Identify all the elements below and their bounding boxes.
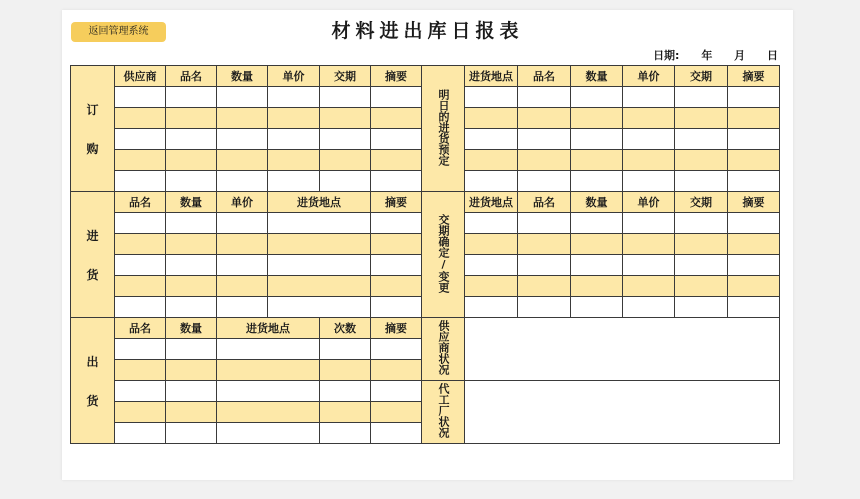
data-cell[interactable] <box>571 255 623 276</box>
data-cell[interactable] <box>465 255 518 276</box>
data-cell[interactable] <box>571 87 623 108</box>
data-cell[interactable] <box>268 297 371 318</box>
data-cell[interactable] <box>320 381 371 402</box>
label-delivery-change <box>422 192 465 318</box>
vertical-label: 供应商状况 <box>437 320 451 375</box>
data-cell[interactable] <box>571 234 623 255</box>
data-cell[interactable] <box>623 150 675 171</box>
column-header: 进货地点 <box>217 318 320 339</box>
data-cell[interactable] <box>268 255 371 276</box>
data-cell[interactable] <box>728 171 780 192</box>
data-cell[interactable] <box>675 171 728 192</box>
data-cell[interactable] <box>217 339 320 360</box>
data-cell[interactable] <box>115 276 166 297</box>
side-label-char: 货 <box>86 393 99 408</box>
data-cell[interactable] <box>320 108 371 129</box>
data-cell[interactable] <box>115 234 166 255</box>
data-cell[interactable] <box>371 276 422 297</box>
column-header: 次数 <box>320 318 371 339</box>
vertical-label: 代工厂状况 <box>437 383 451 438</box>
data-cell[interactable] <box>115 339 166 360</box>
data-cell[interactable] <box>115 423 166 444</box>
data-cell[interactable] <box>217 423 320 444</box>
column-header: 品名 <box>518 66 571 87</box>
side-label-char: 购 <box>86 141 99 156</box>
data-cell[interactable] <box>728 108 780 129</box>
data-cell[interactable] <box>728 297 780 318</box>
data-cell[interactable] <box>728 150 780 171</box>
factory-status-area[interactable] <box>465 381 780 444</box>
data-cell[interactable] <box>166 234 217 255</box>
data-cell[interactable] <box>623 87 675 108</box>
data-cell[interactable] <box>371 129 422 150</box>
data-cell[interactable] <box>623 213 675 234</box>
data-cell[interactable] <box>465 213 518 234</box>
section-label-order <box>71 66 115 192</box>
column-header: 数量 <box>166 192 217 213</box>
data-cell[interactable] <box>217 297 268 318</box>
side-label-char: 货 <box>86 267 99 282</box>
data-cell[interactable] <box>217 402 320 423</box>
data-cell[interactable] <box>217 108 268 129</box>
date-month: 月 <box>734 49 746 62</box>
section-label-outgoing <box>71 318 115 444</box>
data-cell[interactable] <box>217 150 268 171</box>
back-to-system-button[interactable]: 返回管理系统 <box>71 22 166 42</box>
data-cell[interactable] <box>217 381 320 402</box>
column-header: 数量 <box>217 66 268 87</box>
data-cell[interactable] <box>571 297 623 318</box>
data-cell[interactable] <box>675 255 728 276</box>
data-cell[interactable] <box>166 402 217 423</box>
column-header: 单价 <box>217 192 268 213</box>
data-cell[interactable] <box>465 234 518 255</box>
data-cell[interactable] <box>217 255 268 276</box>
report-table <box>70 65 780 444</box>
column-header: 品名 <box>115 318 166 339</box>
label-factory-status <box>422 381 465 444</box>
data-cell[interactable] <box>675 213 728 234</box>
table-row <box>71 381 780 402</box>
data-cell[interactable] <box>728 276 780 297</box>
data-cell[interactable] <box>268 171 320 192</box>
section-label-incoming <box>71 192 115 318</box>
data-cell[interactable] <box>518 255 571 276</box>
data-cell[interactable] <box>371 381 422 402</box>
data-cell[interactable] <box>371 213 422 234</box>
data-cell[interactable] <box>371 171 422 192</box>
data-cell[interactable] <box>166 297 217 318</box>
data-cell[interactable] <box>217 276 268 297</box>
side-label-char: 进 <box>86 228 99 243</box>
column-header: 交期 <box>675 192 728 213</box>
data-cell[interactable] <box>268 150 320 171</box>
data-cell[interactable] <box>623 234 675 255</box>
date-label: 日期: <box>653 49 680 62</box>
data-cell[interactable] <box>518 234 571 255</box>
data-cell[interactable] <box>166 213 217 234</box>
data-cell[interactable] <box>371 339 422 360</box>
data-cell[interactable] <box>623 108 675 129</box>
column-header: 数量 <box>166 318 217 339</box>
column-header: 品名 <box>166 66 217 87</box>
data-cell[interactable] <box>675 87 728 108</box>
column-header: 进货地点 <box>465 192 518 213</box>
label-tomorrow-incoming <box>422 66 465 192</box>
data-cell[interactable] <box>371 423 422 444</box>
data-cell[interactable] <box>166 360 217 381</box>
data-cell[interactable] <box>675 234 728 255</box>
data-cell[interactable] <box>465 171 518 192</box>
data-cell[interactable] <box>166 423 217 444</box>
data-cell[interactable] <box>166 150 217 171</box>
data-cell[interactable] <box>115 108 166 129</box>
data-cell[interactable] <box>571 171 623 192</box>
data-cell[interactable] <box>518 108 571 129</box>
data-cell[interactable] <box>166 129 217 150</box>
date-line <box>639 47 778 63</box>
supplier-status-area[interactable] <box>465 318 780 381</box>
data-cell[interactable] <box>571 108 623 129</box>
data-cell[interactable] <box>518 150 571 171</box>
data-cell[interactable] <box>115 402 166 423</box>
data-cell[interactable] <box>371 360 422 381</box>
vertical-label: 交期确定/变更 <box>437 213 451 293</box>
data-cell[interactable] <box>675 297 728 318</box>
column-header: 数量 <box>571 66 623 87</box>
column-header: 单价 <box>268 66 320 87</box>
data-cell[interactable] <box>320 360 371 381</box>
data-cell[interactable] <box>217 234 268 255</box>
data-cell[interactable] <box>268 87 320 108</box>
data-cell[interactable] <box>217 213 268 234</box>
data-cell[interactable] <box>115 87 166 108</box>
data-cell[interactable] <box>623 297 675 318</box>
data-cell[interactable] <box>115 297 166 318</box>
data-cell[interactable] <box>465 129 518 150</box>
data-cell[interactable] <box>623 276 675 297</box>
column-header: 交期 <box>675 66 728 87</box>
data-cell[interactable] <box>371 402 422 423</box>
data-cell[interactable] <box>571 150 623 171</box>
data-cell[interactable] <box>320 150 371 171</box>
column-header: 单价 <box>623 192 675 213</box>
data-cell[interactable] <box>465 150 518 171</box>
data-cell[interactable] <box>623 129 675 150</box>
column-header: 品名 <box>518 192 571 213</box>
data-cell[interactable] <box>268 234 371 255</box>
column-header: 进货地点 <box>465 66 518 87</box>
data-cell[interactable] <box>320 402 371 423</box>
data-cell[interactable] <box>320 129 371 150</box>
data-cell[interactable] <box>166 339 217 360</box>
data-cell[interactable] <box>320 87 371 108</box>
data-cell[interactable] <box>320 339 371 360</box>
column-header: 交期 <box>320 66 371 87</box>
data-cell[interactable] <box>217 171 268 192</box>
data-cell[interactable] <box>320 423 371 444</box>
data-cell[interactable] <box>320 171 371 192</box>
data-cell[interactable] <box>166 108 217 129</box>
data-cell[interactable] <box>371 255 422 276</box>
data-cell[interactable] <box>115 171 166 192</box>
data-cell[interactable] <box>217 360 320 381</box>
column-header: 摘要 <box>371 318 422 339</box>
page-title: 材料进出库日报表 <box>331 20 524 42</box>
data-cell[interactable] <box>371 150 422 171</box>
date-day: 日 <box>767 49 778 62</box>
column-header: 摘要 <box>371 192 422 213</box>
column-header: 品名 <box>115 192 166 213</box>
data-cell[interactable] <box>675 108 728 129</box>
table-row <box>71 192 780 213</box>
data-cell[interactable] <box>571 129 623 150</box>
data-cell[interactable] <box>518 297 571 318</box>
data-cell[interactable] <box>166 276 217 297</box>
side-label-char: 出 <box>86 354 99 369</box>
data-cell[interactable] <box>518 171 571 192</box>
data-cell[interactable] <box>728 255 780 276</box>
data-cell[interactable] <box>268 108 320 129</box>
vertical-label: 明日的进货预定 <box>437 88 451 166</box>
data-cell[interactable] <box>115 255 166 276</box>
column-header: 摘要 <box>728 192 780 213</box>
data-cell[interactable] <box>268 213 371 234</box>
table-row <box>71 318 780 339</box>
data-cell[interactable] <box>371 87 422 108</box>
data-cell[interactable] <box>217 129 268 150</box>
label-supplier-status <box>422 318 465 381</box>
data-cell[interactable] <box>217 87 268 108</box>
data-cell[interactable] <box>465 297 518 318</box>
data-cell[interactable] <box>728 87 780 108</box>
data-cell[interactable] <box>623 171 675 192</box>
data-cell[interactable] <box>518 276 571 297</box>
data-cell[interactable] <box>268 129 320 150</box>
data-cell[interactable] <box>571 276 623 297</box>
column-header: 进货地点 <box>268 192 371 213</box>
column-header: 供应商 <box>115 66 166 87</box>
column-header: 单价 <box>623 66 675 87</box>
data-cell[interactable] <box>518 213 571 234</box>
data-cell[interactable] <box>371 108 422 129</box>
data-cell[interactable] <box>465 276 518 297</box>
column-header: 摘要 <box>371 66 422 87</box>
data-cell[interactable] <box>115 213 166 234</box>
data-cell[interactable] <box>465 87 518 108</box>
data-cell[interactable] <box>728 234 780 255</box>
table-row <box>71 66 780 87</box>
data-cell[interactable] <box>115 150 166 171</box>
data-cell[interactable] <box>728 213 780 234</box>
data-cell[interactable] <box>675 150 728 171</box>
data-cell[interactable] <box>166 255 217 276</box>
data-cell[interactable] <box>166 381 217 402</box>
data-cell[interactable] <box>115 381 166 402</box>
data-cell[interactable] <box>675 129 728 150</box>
data-cell[interactable] <box>268 276 371 297</box>
date-year: 年 <box>701 49 713 62</box>
column-header: 摘要 <box>728 66 780 87</box>
data-cell[interactable] <box>371 297 422 318</box>
data-cell[interactable] <box>571 213 623 234</box>
data-cell[interactable] <box>166 87 217 108</box>
data-cell[interactable] <box>371 234 422 255</box>
data-cell[interactable] <box>623 255 675 276</box>
data-cell[interactable] <box>115 129 166 150</box>
data-cell[interactable] <box>465 108 518 129</box>
data-cell[interactable] <box>166 171 217 192</box>
data-cell[interactable] <box>115 360 166 381</box>
side-label-char: 订 <box>86 102 99 117</box>
data-cell[interactable] <box>675 276 728 297</box>
data-cell[interactable] <box>518 129 571 150</box>
data-cell[interactable] <box>728 129 780 150</box>
column-header: 数量 <box>571 192 623 213</box>
data-cell[interactable] <box>518 87 571 108</box>
